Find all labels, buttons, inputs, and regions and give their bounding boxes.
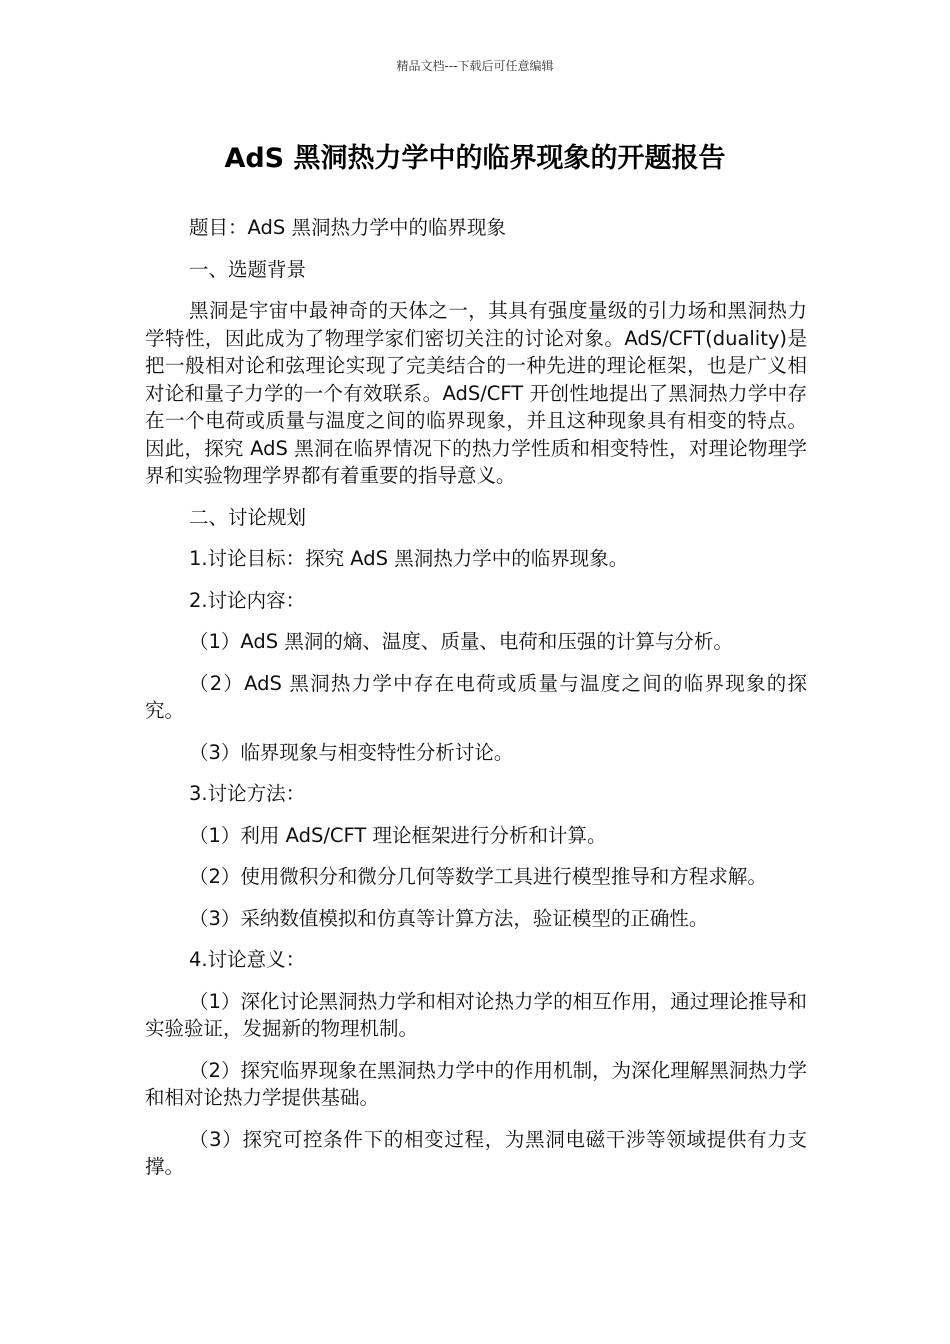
plan-method-heading: 3.讨论方法：	[189, 782, 306, 805]
background-paragraph: 黑洞是宇宙中最神奇的天体之一，其具有强度量级的引力场和黑洞热力学特性，因此成为了物理学家们密切关注的讨论对象。AdS/CFT(duality)是把一般相对论和弦理论实现了完美结合的一种先进的理论框架，也是广义相对论和量子力学的一个有效联系。AdS/CFT 开创性地提出了黑洞热力学中存在一个电荷或质量与温度之间的临界现象，并且这种现象具有相变的特点。因此，探究 AdS 黑洞在临界情况下的热力学性质和相变特性，对理论物理学界和实验物理学界都有着重要的指导意义。	[145, 299, 807, 487]
plan-content-heading: 2.讨论内容：	[189, 588, 306, 612]
section-heading-plan: 二、讨论规划	[189, 505, 307, 529]
plan-method-item: （3）采纳数值模拟和仿真等计算方法，验证模型的正确性。	[189, 906, 709, 930]
plan-content-item: （2）AdS 黑洞热力学中存在电荷或质量与温度之间的临界现象的探究。	[145, 671, 807, 722]
plan-method-item: （1）利用 AdS/CFT 理论框架进行分析和计算。	[189, 823, 607, 847]
plan-content-item: （1）AdS 黑洞的熵、温度、质量、电荷和压强的计算与分析。	[189, 630, 733, 653]
plan-significance-heading: 4.讨论意义：	[189, 948, 306, 971]
plan-goal: 1.讨论目标：探究 AdS 黑洞热力学中的临界现象。	[189, 547, 629, 570]
plan-method-item: （2）使用微积分和微分几何等数学工具进行模型推导和方程求解。	[189, 865, 767, 888]
plan-significance-item: （2）探究临界现象在黑洞热力学中的作用机制，为深化理解黑洞热力学和相对论热力学提供基础。	[145, 1058, 807, 1109]
plan-significance-item: （3）探究可控条件下的相变过程，为黑洞电磁干涉等领域提供有力支撑。	[145, 1127, 807, 1178]
plan-significance-item: （1）深化讨论黑洞热力学和相对论热力学的相互作用，通过理论推导和实验验证，发掘新的物理机制。	[145, 989, 807, 1040]
header-note: 精品文档---下载后可任意编辑	[396, 59, 554, 73]
section-heading-background: 一、选题背景	[189, 257, 307, 281]
topic-line: 题目：AdS 黑洞热力学中的临界现象	[189, 216, 506, 239]
plan-content-item: （3）临界现象与相变特性分析讨论。	[189, 740, 514, 764]
document-body	[145, 214, 807, 1195]
document-title: AdS 黑洞热力学中的临界现象的开题报告	[224, 143, 726, 174]
